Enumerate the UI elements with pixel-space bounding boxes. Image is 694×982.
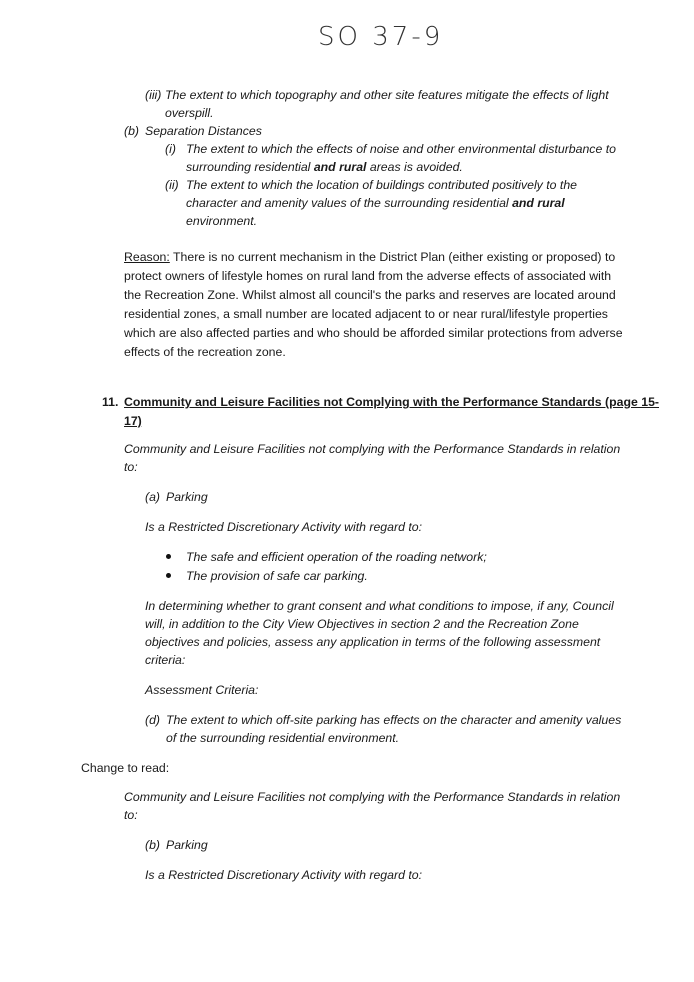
section-11-heading-line1: Community and Leisure Facilities not Complying with the Performance Standards (page 15- (124, 395, 660, 409)
item-b-text: Separation Distances (145, 124, 262, 138)
item-iii-label: (iii) (145, 88, 162, 102)
item-iii-line2: overspill. (165, 106, 214, 120)
item-b-label: (b) (124, 124, 140, 138)
restricted-activity: Is a Restricted Discretionary Activity with regard to: (145, 520, 422, 534)
reason-line6: effects of the recreation zone. (124, 345, 286, 359)
reason-line5: which are also affected parties and who should be afforded similar protections from adverse (124, 326, 623, 340)
reason-line2: protect owners of lifestyle homes on rural land from the adverse effects of associated with (124, 269, 612, 283)
bullet-item-2: The provision of safe car parking. (186, 569, 368, 583)
reason-line4: residential zones, a small number are located adjacent to or near rural/lifestyle properties (124, 307, 608, 321)
sep-i-line2: surrounding residential and rural areas is avoided. (186, 160, 463, 174)
bullet-dot-2 (166, 573, 171, 578)
item-a-text: Parking (166, 490, 208, 504)
reason-line1: Reason: There is no current mechanism in the District Plan (either existing or proposed) to (124, 250, 616, 264)
change-restricted-activity: Is a Restricted Discretionary Activity with regard to: (145, 868, 422, 882)
section-11-intro-line1: Community and Leisure Facilities not complying with the Performance Standards in relation (124, 442, 621, 456)
sep-ii-line1: The extent to which the location of buildings contributed positively to the (186, 178, 578, 192)
item-iii-line1: The extent to which topography and other site features mitigate the effects of light (165, 88, 609, 102)
change-item-b-label: (b) (145, 838, 161, 852)
reason-line3: the Recreation Zone. Whilst almost all council's the parks and reserves are located around (124, 288, 616, 302)
change-item-b-text: Parking (166, 838, 208, 852)
sep-ii-label: (ii) (165, 178, 179, 192)
change-intro-line2: to: (124, 808, 138, 822)
item-d-label: (d) (145, 713, 161, 727)
sep-ii-line3: environment. (186, 214, 258, 228)
item-d-line1: The extent to which off-site parking has effects on the character and amenity values (166, 713, 622, 727)
section-11-number: 11. (102, 395, 119, 409)
handwritten-stamp: SO 37-9 (318, 22, 444, 52)
determine-line3: objectives and policies, assess any application in terms of the following assessment (145, 635, 601, 649)
bullet-dot-1 (166, 554, 171, 559)
change-intro-line1: Community and Leisure Facilities not complying with the Performance Standards in relation (124, 790, 621, 804)
determine-line4: criteria: (145, 653, 186, 667)
determine-line1: In determining whether to grant consent and what conditions to impose, if any, Council (145, 599, 614, 613)
section-11-intro-line2: to: (124, 460, 138, 474)
bullet-item-1: The safe and efficient operation of the roading network; (186, 550, 487, 564)
assessment-criteria-heading: Assessment Criteria: (145, 683, 259, 697)
sep-i-label: (i) (165, 142, 176, 156)
section-11-heading-line2: 17) (124, 414, 142, 428)
item-d-line2: of the surrounding residential environment. (166, 731, 400, 745)
change-heading: Change to read: (81, 761, 170, 775)
item-a-label: (a) (145, 490, 161, 504)
sep-i-line1: The extent to which the effects of noise and other environmental disturbance to (186, 142, 616, 156)
sep-ii-line2: character and amenity values of the surrounding residential and rural (186, 196, 565, 210)
determine-line2: will, in addition to the City View Objectives in section 2 and the Recreation Zone (145, 617, 579, 631)
